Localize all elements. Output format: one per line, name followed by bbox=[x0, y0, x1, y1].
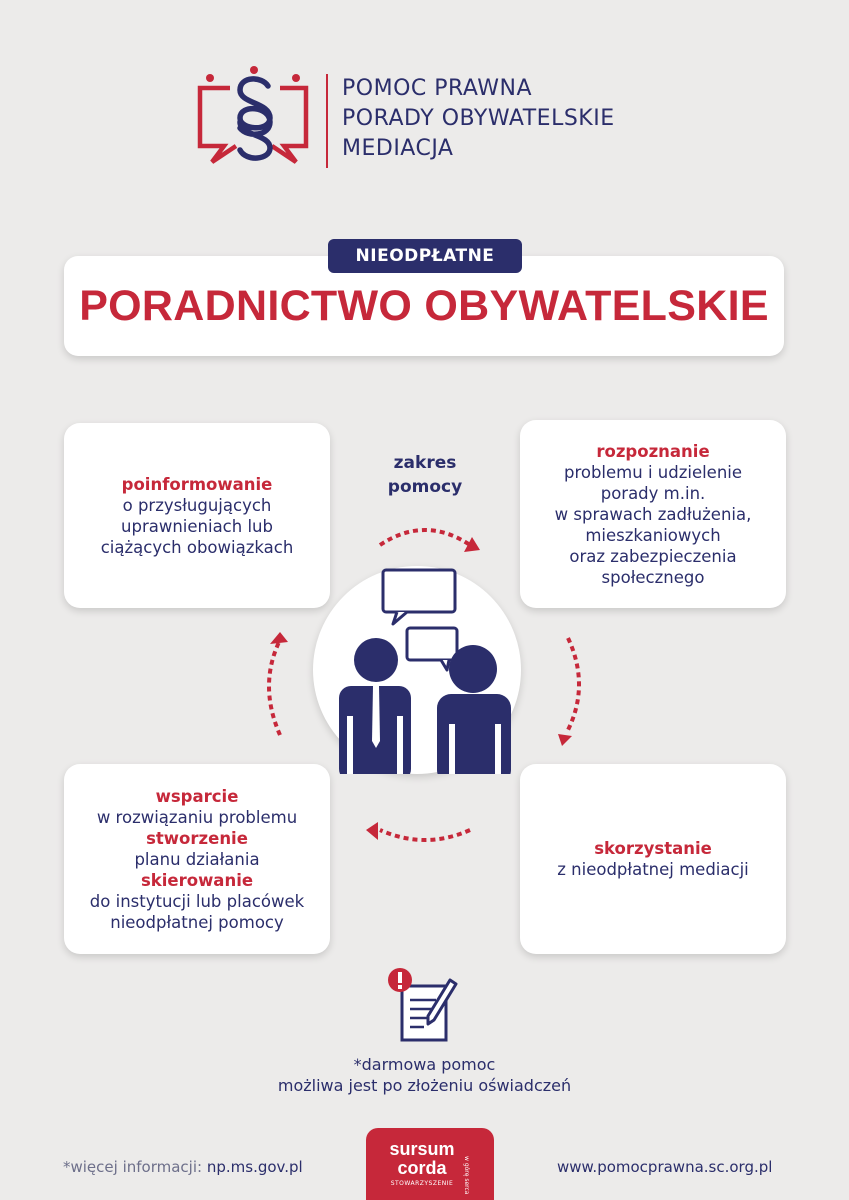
card-support-line: w rozwiązaniu problemu bbox=[96, 807, 298, 827]
header-line-1: POMOC PRAWNA bbox=[342, 76, 533, 101]
card-support-heading: wsparcie bbox=[155, 786, 239, 806]
declaration-form-icon bbox=[378, 968, 468, 1046]
center-label-line: pomocy bbox=[387, 477, 463, 497]
card-inform-line: ciążących obowiązkach bbox=[100, 537, 294, 557]
logo-divider bbox=[326, 74, 328, 168]
note-line: możliwa jest po złożeniu oświadczeń bbox=[277, 1076, 572, 1095]
sc-logo-sub: STOWARZYSZENIE bbox=[390, 1180, 454, 1187]
footer-info bbox=[63, 1158, 303, 1176]
card-support-line: nieodpłatnej pomocy bbox=[110, 912, 284, 932]
footer-info-label: *więcej informacji: bbox=[63, 1158, 203, 1176]
card-diagnose-line: porady m.in. bbox=[600, 483, 706, 503]
card-support-line: planu działania bbox=[134, 849, 260, 869]
card-mediation-line: z nieodpłatnej mediacji bbox=[557, 860, 749, 879]
header-line-2: PORADY OBYWATELSKIE bbox=[342, 106, 615, 131]
note-line: *darmowa pomoc bbox=[353, 1055, 496, 1074]
center-label bbox=[360, 451, 490, 499]
card-inform-line: uprawnieniach lub bbox=[121, 516, 273, 536]
conversation-people-icon bbox=[313, 566, 521, 774]
footer-info-link[interactable]: np.ms.gov.pl bbox=[206, 1158, 303, 1176]
card-support-heading: skierowanie bbox=[140, 870, 254, 890]
card-diagnose-line: mieszkaniowych bbox=[585, 525, 721, 545]
card-support-heading: stworzenie bbox=[146, 828, 248, 848]
card-diagnose-line: społecznego bbox=[601, 567, 705, 587]
card-inform-line: o przysługujących bbox=[122, 495, 272, 515]
card-diagnose-line: problemu i udzielenie bbox=[563, 462, 743, 482]
card-diagnose-line: oraz zabezpieczenia bbox=[569, 546, 737, 566]
declaration-note bbox=[200, 1054, 649, 1096]
sc-logo-word-1: sursum bbox=[389, 1139, 455, 1159]
header-line-3: MEDIACJA bbox=[342, 136, 454, 161]
card-mediation-heading: skorzystanie bbox=[594, 839, 712, 858]
page-title: PORADNICTWO OBYWATELSKIE bbox=[79, 282, 769, 330]
pomoc-prawna-logo-icon bbox=[196, 66, 314, 174]
card-inform-heading: poinformowanie bbox=[121, 474, 273, 494]
card-support-line: do instytucji lub placówek bbox=[89, 891, 305, 911]
center-label-line: zakres bbox=[393, 453, 457, 473]
card-diagnose-line: w sprawach zadłużenia, bbox=[554, 504, 752, 524]
sursum-corda-logo bbox=[366, 1128, 494, 1200]
sc-logo-word-2: corda bbox=[397, 1158, 447, 1178]
title-badge: NIEODPŁATNE bbox=[328, 239, 522, 273]
sc-logo-side: w górę serca bbox=[463, 1156, 470, 1195]
card-diagnose-heading: rozpoznanie bbox=[596, 441, 710, 461]
footer-website-link[interactable]: www.pomocprawna.sc.org.pl bbox=[557, 1158, 773, 1176]
